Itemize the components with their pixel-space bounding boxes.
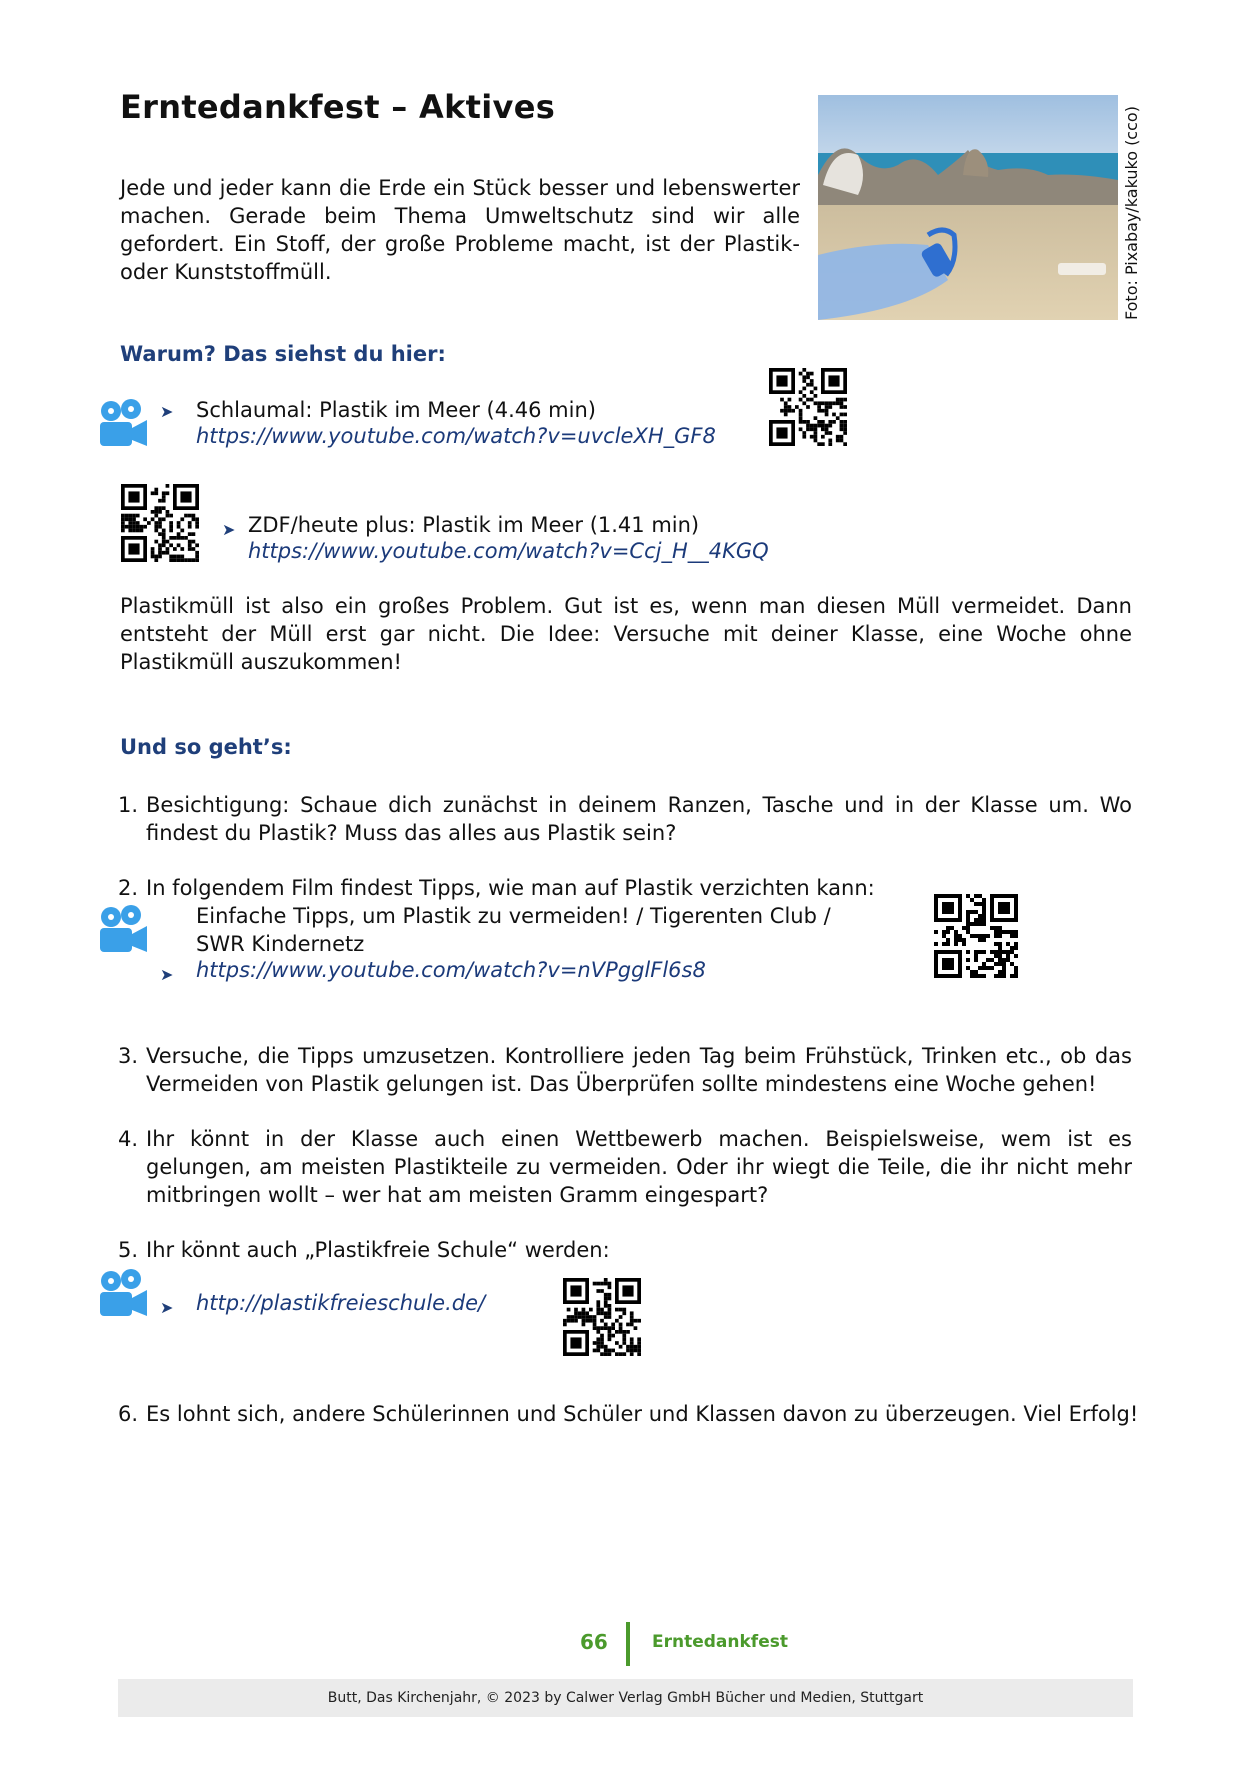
why-heading: Warum? Das siehst du hier:	[120, 342, 446, 366]
qr-code-4	[563, 1278, 641, 1360]
qr-code-3	[934, 894, 1018, 982]
problem-paragraph: Plastikmüll ist also ein großes Problem. Gut ist es, wenn man diesen Müll vermeidet. Dann entsteht der Müll erst gar nicht. Die Idee: Versuche mit deiner Klasse, eine Woche ohne Plastikmüll auszukommen!	[120, 594, 1132, 674]
film-camera-icon	[97, 904, 149, 956]
step-number-1: 1.	[118, 793, 139, 817]
step-number-3: 3.	[118, 1044, 139, 1068]
video-camera-icon	[97, 398, 149, 454]
qr-code-2	[121, 484, 199, 566]
qr-code-icon	[563, 1278, 641, 1356]
bullet-arrow-icon: ➤	[160, 965, 174, 984]
step-text-6: Es lohnt sich, andere Schülerinnen und Schüler und Klassen davon zu überzeugen. Viel Erfolg!	[146, 1402, 1139, 1426]
photo-credit: Foto: Pixabay/kakuko (cco)	[1122, 106, 1141, 320]
step-number-2: 2.	[118, 876, 139, 900]
video-camera-icon	[97, 1268, 149, 1324]
step-2-video-title-line2: SWR Kindernetz	[196, 932, 365, 956]
qr-code-1	[769, 368, 847, 450]
step-2-video-link[interactable]: https://www.youtube.com/watch?v=nVPgglFl6s8	[196, 958, 706, 982]
video-camera-icon	[97, 904, 149, 960]
step-text-3: Versuche, die Tipps umzusetzen. Kontrolliere jeden Tag beim Frühstück, Trinken etc., ob das Vermeiden von Plastik gelungen ist. Das Überprüfen sollte mindestens eine Woche gehen!	[146, 1044, 1132, 1096]
step-text-5: Ihr könnt auch „Plastikfreie Schule“ werden:	[146, 1238, 610, 1262]
how-heading: Und so geht’s:	[120, 735, 292, 759]
step-text-2: In folgendem Film findest Tipps, wie man auf Plastik verzichten kann:	[146, 876, 875, 900]
step-number-6: 6.	[118, 1402, 139, 1426]
footer-divider	[626, 1622, 630, 1666]
photo-illustration	[818, 95, 1118, 320]
page-title: Erntedankfest – Aktives	[120, 88, 556, 126]
qr-code-icon	[769, 368, 847, 446]
beach-plastic-photo	[818, 95, 1118, 320]
video-title-2: ZDF/heute plus: Plastik im Meer (1.41 min)	[248, 513, 700, 537]
bullet-arrow-icon: ➤	[160, 402, 174, 421]
video-link-2[interactable]: https://www.youtube.com/watch?v=Ccj_H__4KGQ	[248, 539, 769, 563]
bullet-arrow-icon: ➤	[222, 520, 236, 539]
copyright-bar: Butt, Das Kirchenjahr, © 2023 by Calwer Verlag GmbH Bücher und Medien, Stuttgart	[118, 1679, 1133, 1717]
step-text-4: Ihr könnt in der Klasse auch einen Wettbewerb machen. Beispielsweise, wem ist es gelungen, am meisten Plastikteile zu vermeiden. Oder ihr wiegt die Teile, die ihr nicht mehr mitbringen wollt – wer hat am meisten Gramm eingespart?	[146, 1127, 1132, 1207]
bullet-arrow-icon: ➤	[160, 1298, 174, 1317]
step-5-link[interactable]: http://plastikfreieschule.de/	[196, 1291, 486, 1315]
video-title-1: Schlaumal: Plastik im Meer (4.46 min)	[196, 398, 596, 422]
qr-code-icon	[934, 894, 1018, 978]
qr-code-icon	[121, 484, 199, 562]
footer-section-title: Erntedankfest	[652, 1632, 788, 1652]
step-2-video-title-line1: Einfache Tipps, um Plastik zu vermeiden! / Tigerenten Club /	[196, 904, 831, 928]
page-number: 66	[580, 1630, 608, 1654]
film-camera-icon	[97, 1268, 149, 1320]
video-link-1[interactable]: https://www.youtube.com/watch?v=uvcleXH_GF8	[196, 424, 716, 448]
film-camera-icon	[97, 398, 149, 450]
intro-paragraph: Jede und jeder kann die Erde ein Stück besser und lebenswerter machen. Gerade beim Thema Umweltschutz sind wir alle gefordert. Ein Stoff, der große Probleme macht, ist der Plastik- oder Kunststoffmüll.	[120, 176, 800, 284]
step-number-5: 5.	[118, 1238, 139, 1262]
step-text-1: Besichtigung: Schaue dich zunächst in deinem Ranzen, Tasche und in der Klasse um. Wo findest du Plastik? Muss das alles aus Plastik sein?	[146, 793, 1132, 845]
step-number-4: 4.	[118, 1127, 139, 1151]
